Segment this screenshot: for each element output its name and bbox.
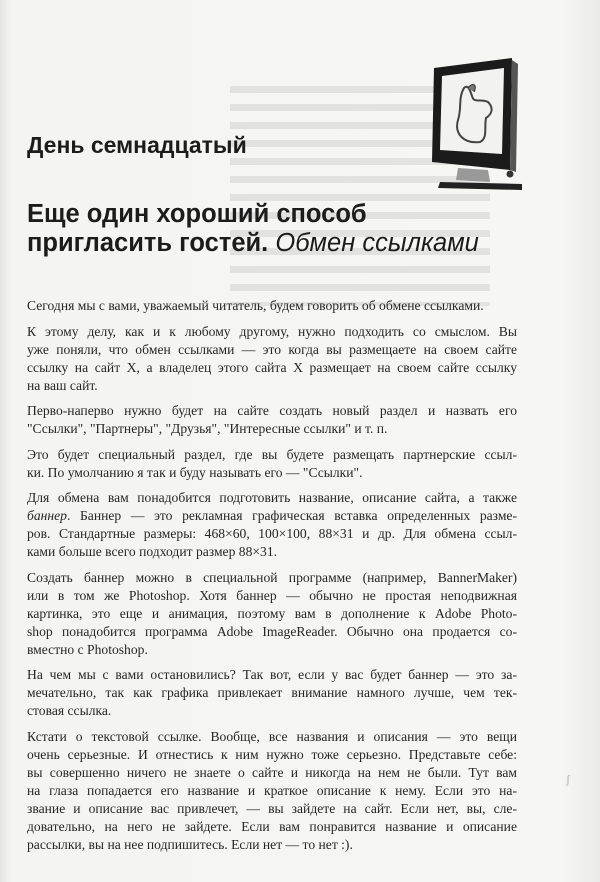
- text-line: довательно, на него не зайдете. Если вам понравится название и описание: [27, 818, 517, 834]
- paragraph: [27, 728, 517, 854]
- text-line: ссылку на сайт X, а владелец этого сайта X размещает на своем сайте ссылку: [27, 359, 517, 375]
- text-line: ками больше всего подходит размер 88×31.: [27, 544, 278, 559]
- text-line: вы совершенно ничего не знаете о сайте и никогда на нем не были. Тут вам: [27, 764, 517, 780]
- text-line: "Ссылки", "Партнеры", "Друзья", "Интересные ссылки" и т. п.: [27, 421, 388, 436]
- body-text: [27, 297, 517, 861]
- text-line: На чем мы с вами остановились? Так вот, если у вас будет баннер — это за-: [27, 667, 517, 682]
- section-title: [27, 200, 479, 258]
- paragraph: [27, 569, 517, 659]
- monitor-with-figure-icon: [428, 58, 524, 198]
- text-line: очень серьезные. И отнестись к ним нужно тоже серьезно. Представьте себе:: [27, 746, 517, 762]
- text-line: Сегодня мы с вами, уважаемый читатель, будем говорить об обмене ссылками.: [27, 298, 484, 313]
- chapter-title: День семнадцатый: [27, 132, 247, 158]
- text-line: ров. Стандартные размеры: 468×60, 100×100, 88×31 и др. Для обмена ссыл-: [27, 526, 517, 541]
- text-line: звание и описание вас привлечет, — вы зайдете на сайт. Если нет, вы, сле-: [27, 800, 517, 816]
- section-title-bold: пригласить гостей.: [27, 229, 269, 257]
- text-line: стовая ссылка.: [27, 703, 112, 718]
- text-line: картинка, это еще и анимация, поэтому вам в дополнение к Adobe Photo-: [27, 605, 517, 621]
- scan-mark: ʃ: [566, 772, 570, 786]
- text-line: Для обмена вам понадобится подготовить название, описание сайта, а также: [27, 490, 517, 505]
- text-line: shop понадобится программа Adobe ImageReader. Обычно она продается со-: [27, 623, 517, 639]
- text-line: ки. По умолчанию я так и буду называть его — "Ссылки".: [27, 464, 363, 480]
- text-line: Это будет специальный раздел, где вы будете размещать партнерские ссыл-: [27, 446, 517, 462]
- section-title-line1: Еще один хороший способ: [27, 200, 367, 228]
- text-line: вместно с Photoshop.: [27, 641, 148, 657]
- text-line: Кстати о текстовой ссылке. Вообще, все названия и описания — это вещи: [27, 728, 517, 744]
- text-line: или в том же Photoshop. Хотя баннер — обычно не простая неподвижная: [27, 587, 517, 603]
- paragraph: [27, 402, 517, 438]
- text-line: уже поняли, что обмен ссылками — это когда вы размещаете на своем сайте: [27, 341, 517, 357]
- text-line: на ваш сайт.: [27, 377, 98, 393]
- text-line: на глаза попадается его название и краткое описание к нему. Если это на-: [27, 782, 517, 798]
- text-line: мечательно, так как графика привлекает внимание намного лучше, чем тек-: [27, 685, 517, 700]
- text-line: рассылки, вы на нее подпишитесь. Если нет — то нет :).: [27, 836, 353, 852]
- text-line: баннер. Баннер — это рекламная графическая вставка определенных разме-: [27, 508, 517, 523]
- text-line: Создать баннер можно в специальной программе (например, BannerMaker): [27, 569, 517, 585]
- paragraph: [27, 297, 517, 315]
- text-line: К этому делу, как и к любому другому, нужно подходить со смыслом. Вы: [27, 323, 517, 339]
- paragraph: [27, 323, 517, 395]
- paragraph: [27, 489, 517, 561]
- paragraph: [27, 666, 517, 720]
- section-title-italic: Обмен ссылками: [275, 229, 479, 257]
- paragraph: [27, 446, 517, 482]
- emphasis: баннер: [27, 508, 67, 523]
- text-line: Перво-наперво нужно будет на сайте создать новый раздел и назвать его: [27, 403, 517, 418]
